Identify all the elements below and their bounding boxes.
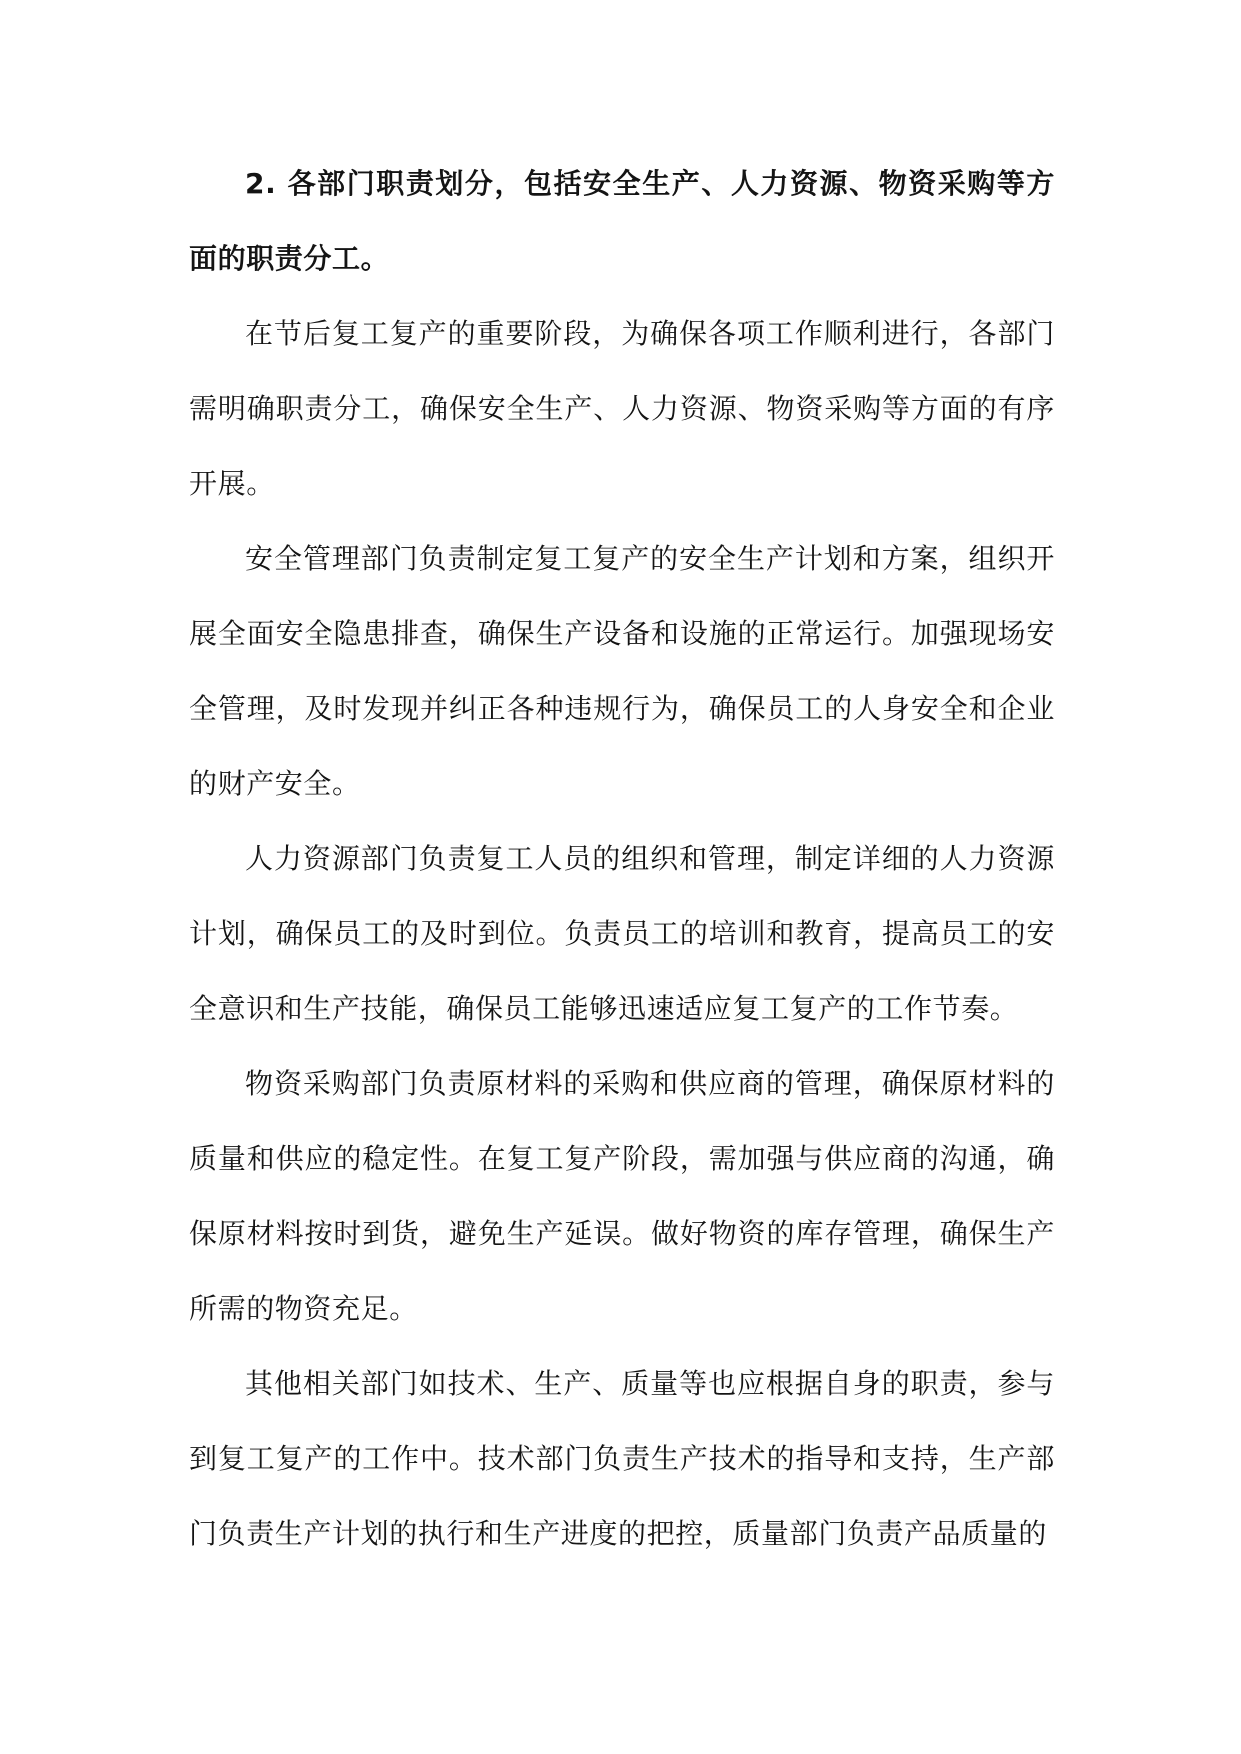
paragraph-intro: 在节后复工复产的重要阶段，为确保各项工作顺利进行，各部门需明确职责分工，确保安全生产、人力资源、物资采购等方面的有序开展。 xyxy=(189,317,1055,500)
document-body xyxy=(189,146,1055,1571)
paragraph-other-departments: 其他相关部门如技术、生产、质量等也应根据自身的职责，参与到复工复产的工作中。技术部门负责生产技术的指导和支持，生产部门负责生产计划的执行和生产进度的把控，质量部门负责产品质量的 xyxy=(189,1367,1055,1550)
paragraph-safety-management: 安全管理部门负责制定复工复产的安全生产计划和方案，组织开展全面安全隐患排查，确保生产设备和设施的正常运行。加强现场安全管理，及时发现并纠正各种违规行为，确保员工的人身安全和企业的财产安全。 xyxy=(189,542,1055,800)
paragraph-human-resources: 人力资源部门负责复工人员的组织和管理，制定详细的人力资源计划，确保员工的及时到位。负责员工的培训和教育，提高员工的安全意识和生产技能，确保员工能够迅速适应复工复产的工作节奏。 xyxy=(189,842,1055,1025)
section-heading: 2. 各部门职责划分，包括安全生产、人力资源、物资采购等方面的职责分工。 xyxy=(189,167,1055,275)
paragraph-procurement: 物资采购部门负责原材料的采购和供应商的管理，确保原材料的质量和供应的稳定性。在复工复产阶段，需加强与供应商的沟通，确保原材料按时到货，避免生产延误。做好物资的库存管理，确保生产所需的物资充足。 xyxy=(189,1067,1055,1325)
